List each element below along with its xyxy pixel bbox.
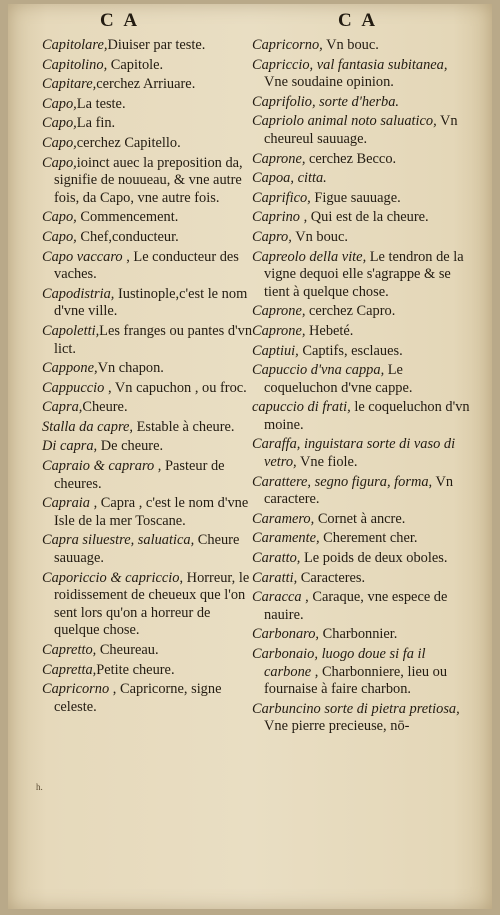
dictionary-entry — [252, 170, 472, 188]
entry-headword: Caratti, — [252, 569, 298, 586]
dictionary-entry — [42, 323, 256, 358]
entry-definition: cerchez Becco. — [305, 150, 397, 167]
entry-definition: , Capricorne, signe celeste. — [54, 681, 222, 715]
entry-definition: Caracteres. — [297, 569, 366, 586]
running-head-left: C A — [100, 10, 141, 31]
dictionary-entry — [42, 229, 256, 247]
entry-definition: , Le conducteur des vaches. — [54, 248, 239, 283]
entry-headword: Caramero, — [252, 510, 315, 527]
entry-definition: , Pasteur de cheures. — [54, 458, 225, 492]
entry-headword: Capoletti, — [42, 322, 100, 339]
entry-headword: Capo, — [42, 95, 77, 112]
dictionary-entry — [42, 419, 256, 437]
dictionary-entry — [42, 135, 256, 153]
entry-headword: Capo vaccaro — [42, 248, 123, 265]
entry-headword: Carattere, segno figura, forma, — [252, 473, 433, 490]
dictionary-entry — [42, 37, 256, 55]
dictionary-entry — [252, 209, 472, 227]
dictionary-entry — [252, 190, 472, 208]
dictionary-entry — [252, 474, 472, 509]
entry-definition: Capitole. — [107, 56, 164, 73]
entry-definition: , Horreur, le roidissement de cheueux que l'on sent lors qu'on a horreur de quelque chose. — [54, 569, 250, 639]
entry-definition: Vne fiole. — [296, 454, 358, 471]
entry-headword: Caprone, — [252, 303, 306, 320]
dictionary-entry — [42, 495, 256, 530]
dictionary-entry — [42, 209, 256, 227]
entry-headword: Caprone, — [252, 150, 306, 167]
entry-headword: Capriccio, val fantasia subitanea, — [252, 56, 448, 73]
entry-headword: Capricorno, — [252, 37, 323, 53]
dictionary-entry — [252, 37, 472, 55]
entry-definition: Cheureau. — [96, 642, 159, 658]
entry-definition: le coqueluchon d'vn moine. — [264, 399, 470, 433]
dictionary-entry — [252, 303, 472, 321]
entry-headword: Capo, — [42, 115, 77, 132]
left-column — [42, 37, 256, 718]
entry-headword: Capriolo animal noto saluatico, — [252, 113, 437, 130]
entry-headword: Caprifico, — [252, 189, 311, 206]
entry-headword: Caracca — [252, 589, 302, 606]
dictionary-entry — [252, 399, 472, 434]
entry-definition: cerchez Capitello. — [76, 134, 181, 151]
entry-headword: Capra siluestre, saluatica, — [42, 532, 195, 549]
entry-headword: Capraio & capraro — [42, 458, 155, 475]
entry-definition: Captifs, esclaues. — [298, 342, 403, 359]
entry-headword: Captiui, — [252, 342, 299, 359]
entry-definition: Cheure sauuage. — [54, 532, 240, 567]
dictionary-entry — [42, 642, 256, 660]
entry-headword: Capoa, citta. — [252, 170, 327, 187]
entry-definition: La fin. — [76, 115, 116, 132]
entry-definition: Les franges ou pantes d'vn lict. — [54, 322, 253, 357]
entry-headword: Capo, — [42, 134, 77, 151]
dictionary-entry — [42, 76, 256, 94]
entry-definition: Vn bouc. — [322, 37, 379, 53]
entry-definition: cerchez Capro. — [305, 303, 396, 320]
entry-headword: Cappone, — [42, 360, 98, 377]
dictionary-entry — [42, 57, 256, 75]
entry-definition: La teste. — [76, 95, 126, 112]
dictionary-entry — [42, 96, 256, 114]
entry-definition: Iustinople,c'est le nom d'vne ville. — [54, 285, 248, 320]
entry-definition: Vne soudaine opinion. — [264, 74, 394, 91]
dictionary-entry — [252, 626, 472, 644]
entry-headword: Stalla da capre, — [42, 418, 133, 435]
entry-headword: Caramente, — [252, 530, 320, 547]
dictionary-entry — [42, 662, 256, 680]
entry-definition: Estable à cheure. — [133, 418, 235, 435]
dictionary-entry — [252, 436, 472, 471]
entry-definition: , Vn capuchon , ou froc. — [104, 379, 247, 396]
entry-headword: Capo, — [42, 209, 77, 226]
entry-headword: Caprifolio, sorte d'herba. — [252, 93, 399, 110]
entry-headword: Carbuncino sorte di pietra pretiosa, — [252, 700, 460, 717]
dictionary-entry — [42, 115, 256, 133]
dictionary-entry — [42, 399, 256, 417]
running-head-right: C A — [338, 10, 379, 31]
dictionary-entry — [252, 701, 472, 736]
dictionary-entry — [42, 380, 256, 398]
entry-definition: Cornet à ancre. — [314, 510, 406, 527]
entry-headword: Capretta, — [42, 661, 97, 678]
entry-definition: Le coqueluchon d'vne cappe. — [264, 362, 413, 396]
dictionary-entry — [252, 229, 472, 247]
entry-definition: Vn cheureul sauuage. — [264, 113, 458, 147]
entry-definition: ioinct auec la preposition da, signifie de nouueau, & vne autre fois, da Capo, vne autre fois. — [54, 154, 243, 206]
dictionary-entry — [252, 362, 472, 397]
entry-definition: Vn bouc. — [291, 228, 348, 245]
book-page — [8, 4, 492, 909]
entry-definition: Vn chapon. — [97, 360, 164, 377]
entry-headword: Di capra, — [42, 438, 98, 455]
dictionary-entry — [42, 155, 256, 208]
entry-definition: Hebeté. — [305, 322, 354, 339]
dictionary-entry — [42, 286, 256, 321]
entry-headword: Capretto, — [42, 642, 97, 658]
dictionary-entry — [252, 570, 472, 588]
dictionary-entry — [42, 249, 256, 284]
entry-definition: Diuiser par teste. — [107, 37, 206, 53]
entry-headword: Capitare, — [42, 76, 97, 93]
dictionary-entry — [252, 646, 472, 699]
entry-definition: Le poids de deux oboles. — [300, 550, 448, 567]
entry-definition: cerchez Arriuare. — [96, 76, 196, 93]
entry-definition: Petite cheure. — [96, 661, 175, 678]
entry-definition: Figue sauuage. — [310, 189, 401, 206]
dictionary-entry — [42, 360, 256, 378]
entry-definition: Commencement. — [76, 209, 179, 226]
entry-headword: Caratto, — [252, 550, 301, 567]
entry-headword: capuccio di frati, — [252, 399, 351, 416]
entry-headword: Caprone, — [252, 322, 306, 339]
entry-headword: Caporiccio & capriccio — [42, 569, 180, 586]
dictionary-entry — [42, 532, 256, 567]
entry-headword: Carbonaro, — [252, 626, 320, 643]
dictionary-entry — [42, 438, 256, 456]
entry-headword: Capraia — [42, 495, 90, 512]
entry-headword: Capra, — [42, 399, 83, 416]
signature-mark: h. — [36, 782, 43, 792]
dictionary-entry — [252, 511, 472, 529]
dictionary-entry — [252, 151, 472, 169]
entry-headword: Caprino — [252, 209, 300, 226]
entry-definition: Charbonnier. — [319, 626, 398, 643]
dictionary-entry — [42, 458, 256, 493]
dictionary-entry — [252, 530, 472, 548]
dictionary-entry — [252, 57, 472, 92]
dictionary-entry — [42, 681, 256, 716]
entry-headword: Capitolino, — [42, 56, 108, 73]
entry-definition: Cheure. — [82, 399, 128, 416]
entry-definition: Le tendron de la vigne dequoi elle s'agrappe & se tient à quelque chose. — [264, 248, 464, 300]
entry-headword: Caraffa, inguistara sorte di vaso di vetro, — [252, 436, 456, 471]
entry-definition: , Caraque, vne espece de nauire. — [264, 589, 448, 623]
dictionary-entry — [252, 550, 472, 568]
entry-headword: Cappuccio — [42, 379, 105, 396]
entry-headword: Capitolare, — [42, 37, 108, 53]
entry-headword: Capuccio d'vna cappa, — [252, 362, 385, 379]
dictionary-entry — [252, 589, 472, 624]
entry-headword: Carbonaio, luogo doue si fa il carbone — [252, 646, 426, 680]
entry-definition: , Charbonniere, lieu ou fournaise à faire charbon. — [264, 663, 448, 698]
dictionary-entry — [42, 570, 256, 640]
entry-definition: Vne pierre precieuse, nō- — [264, 718, 410, 735]
dictionary-entry — [252, 343, 472, 361]
right-column — [252, 37, 472, 738]
entry-definition: , Capra , c'est le nom d'vne Isle de la mer Toscane. — [54, 495, 249, 529]
entry-definition: Chef,conducteur. — [76, 228, 179, 245]
entry-headword: Capo, — [42, 228, 77, 245]
entry-headword: Capodistria, — [42, 285, 115, 302]
dictionary-entry — [252, 113, 472, 148]
entry-definition: Vn caractere. — [264, 473, 454, 508]
dictionary-entry — [252, 94, 472, 112]
entry-headword: Capro, — [252, 228, 292, 245]
entry-headword: Capricorno — [42, 681, 110, 698]
entry-definition: De cheure. — [97, 438, 164, 455]
entry-headword: Capreolo della vite, — [252, 248, 367, 265]
entry-definition: Cherement cher. — [319, 530, 418, 547]
dictionary-entry — [252, 323, 472, 341]
entry-headword: Capo, — [42, 154, 77, 171]
entry-definition: , Qui est de la cheure. — [299, 209, 429, 226]
dictionary-entry — [252, 249, 472, 302]
